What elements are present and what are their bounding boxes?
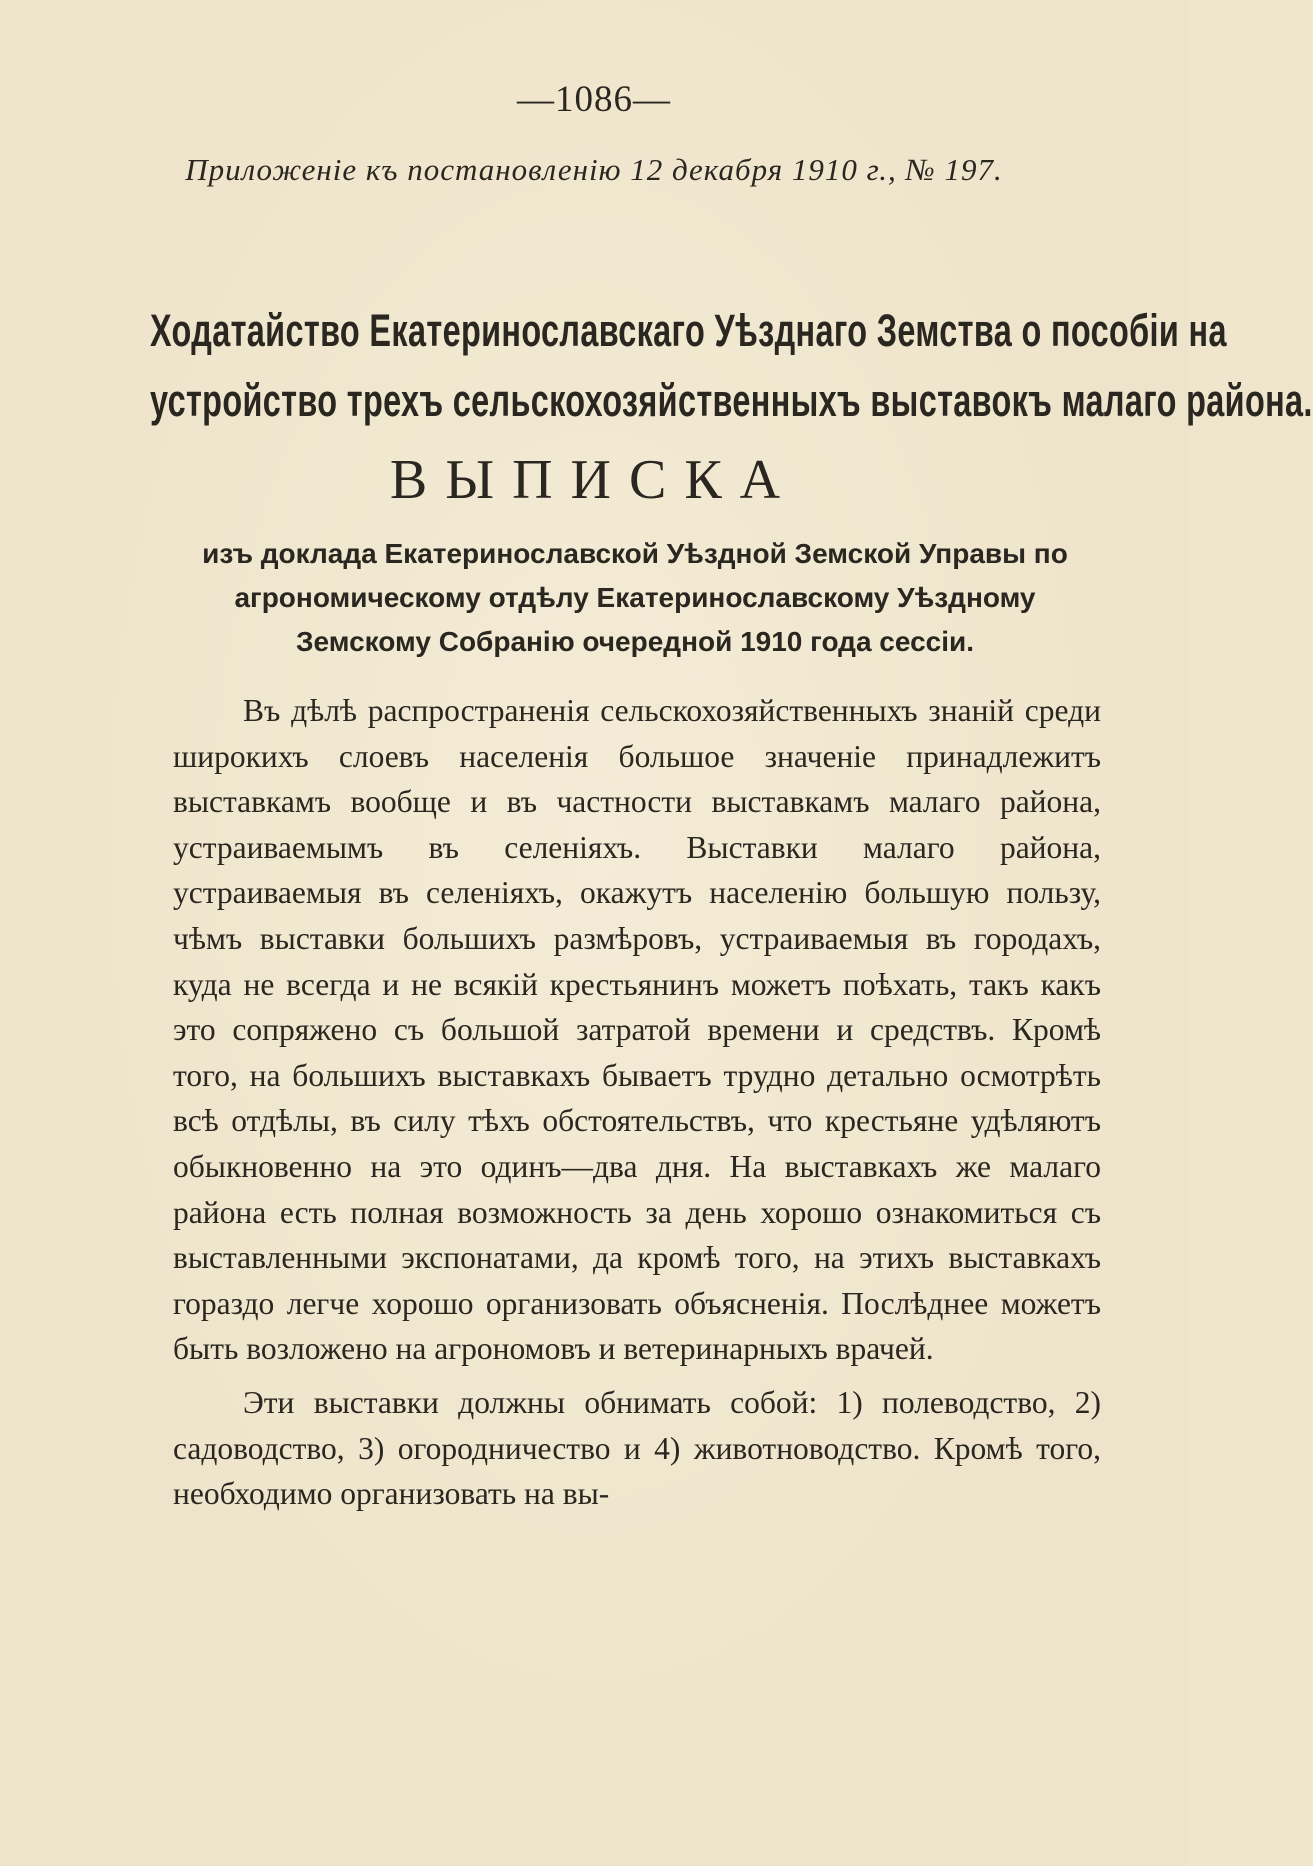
extract-heading: ВЫПИСКА: [389, 449, 799, 511]
petition-title-line-2: устройство трехъ сельскохозяйственныхъ выставокъ малаго района.: [150, 375, 1313, 426]
appendix-note: Приложеніе къ постановленію 12 декабря 1910 г., № 197.: [185, 152, 1003, 187]
report-subtitle: изъ доклада Екатеринославской Уѣздной Земской Управы по агрономическому отдѣлу Екатеринославскому Уѣздному Земскому Собранію очередной 1910 года сессіи.: [202, 538, 1068, 657]
petition-title: [150, 296, 1313, 436]
body-text: [173, 688, 1101, 1517]
body-paragraph-2: Эти выставки должны обнимать собой: 1) полеводство, 2) садоводство, 3) огородничество и 4) животноводство. Кромѣ того, необходимо организовать на вы-: [173, 1384, 1101, 1512]
body-paragraph-1: Въ дѣлѣ распространенія сельскохозяйственныхъ знаній среди широкихъ слоевъ населенія большое значеніе принадлежитъ выставкамъ вообще и въ частности выставкамъ малаго района, устраиваемымъ въ селеніяхъ. Выставки малаго района, устраиваемыя въ селеніяхъ, окажутъ населенію большую пользу, чѣмъ выставки большихъ размѣровъ, устраиваемыя въ городахъ, куда не всегда и не всякій крестьянинъ можетъ поѣхать, такъ какъ это сопряжено съ большой затратой времени и средствъ. Кромѣ того, на большихъ выставкахъ бываетъ трудно детально осмотрѣть всѣ отдѣлы, въ силу тѣхъ обстоятельствъ, что крестьяне удѣляютъ обыкновенно на это одинъ—два дня. На выставкахъ же малаго района есть полная возможность за день хорошо ознакомиться съ выставленными экспонатами, да кромѣ того, на этихъ выставкахъ гораздо легче хорошо организовать объясненія. Послѣднее можетъ быть возложено на агрономовъ и ветеринарныхъ врачей.: [173, 693, 1101, 1367]
page-number: —1086—: [517, 79, 671, 120]
petition-title-line-1: Ходатайство Екатеринославскаго Уѣзднаго Земства о пособіи на: [150, 305, 1227, 356]
